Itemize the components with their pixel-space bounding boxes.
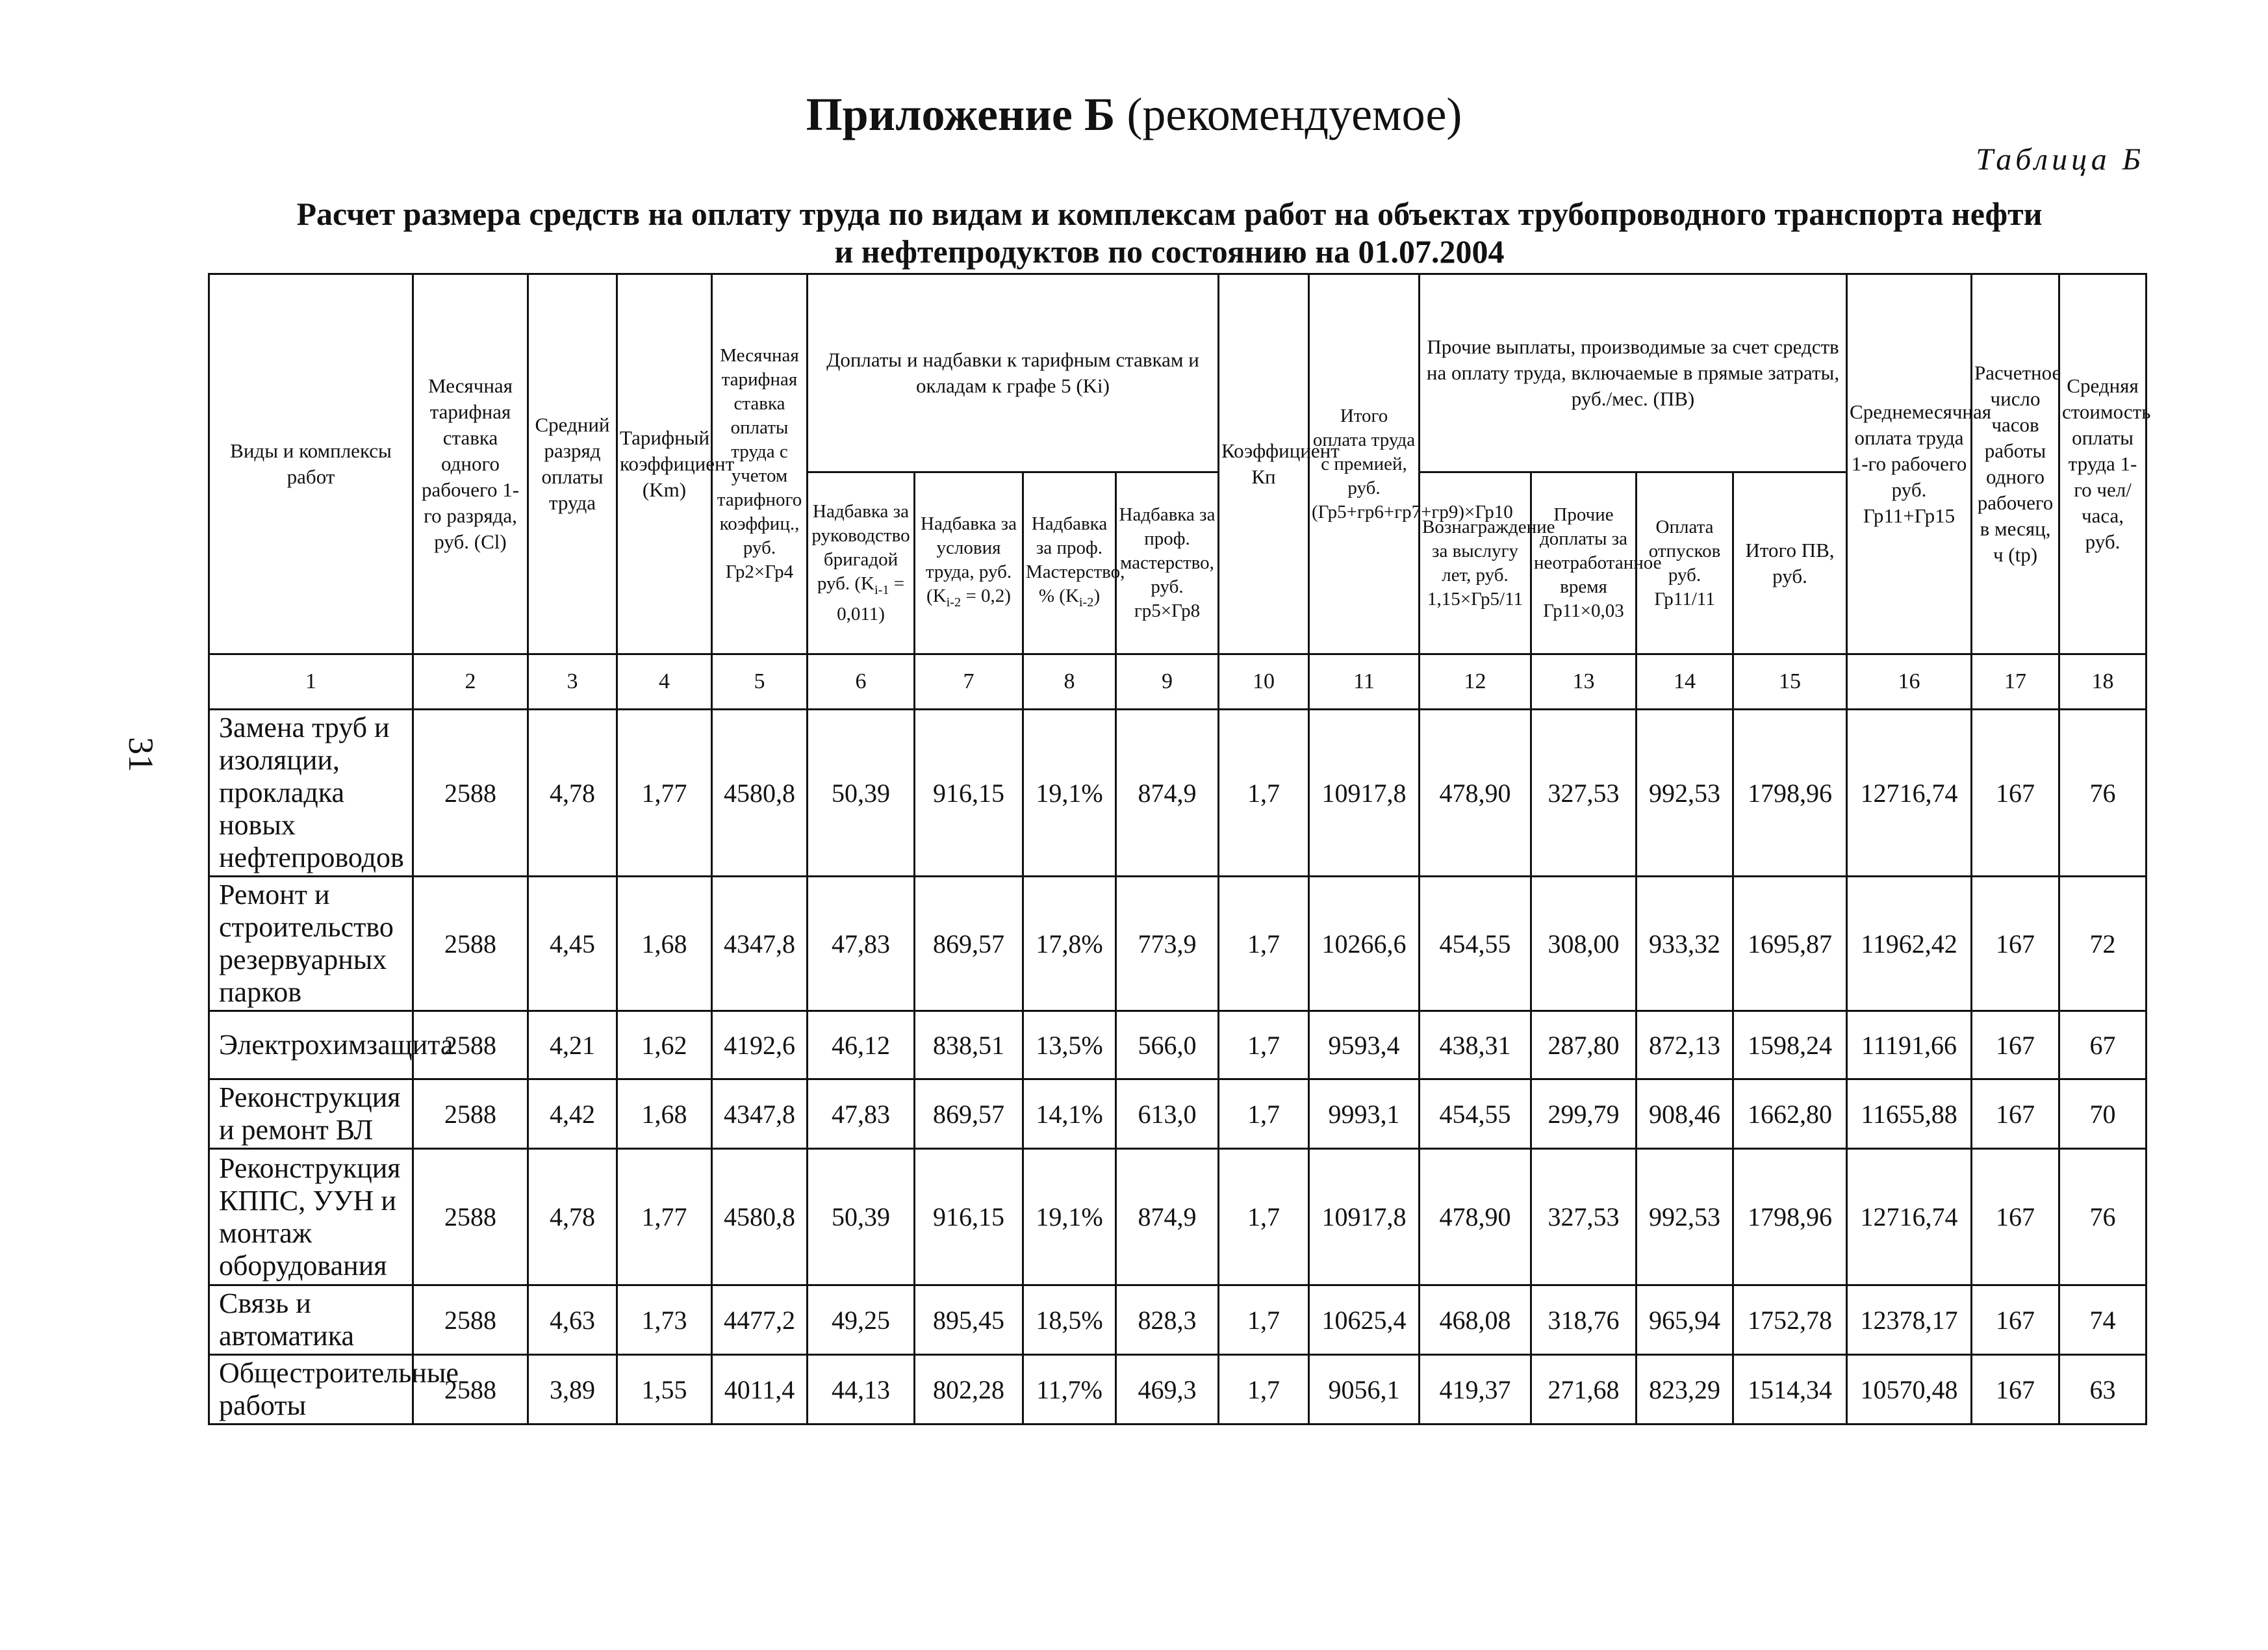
cell-value: 2588: [413, 877, 528, 1011]
column-number: 5: [712, 654, 808, 710]
cell-value: 46,12: [808, 1011, 915, 1079]
cell-value: 327,53: [1531, 1149, 1637, 1285]
table-caption: [260, 195, 2079, 270]
cell-value: 4347,8: [712, 877, 808, 1011]
cell-value: 12716,74: [1847, 1149, 1972, 1285]
cell-value: 869,57: [915, 1079, 1023, 1149]
cell-value: 4,63: [528, 1285, 617, 1355]
cell-value: 478,90: [1420, 710, 1531, 877]
cell-value: 12716,74: [1847, 710, 1972, 877]
cell-value: 1,7: [1219, 1285, 1309, 1355]
column-number: 17: [1972, 654, 2059, 710]
cell-value: 874,9: [1116, 1149, 1219, 1285]
cell-value: 4347,8: [712, 1079, 808, 1149]
cell-value: 4192,6: [712, 1011, 808, 1079]
cell-value: 74: [2059, 1285, 2147, 1355]
cell-value: 76: [2059, 1149, 2147, 1285]
column-number: 12: [1420, 654, 1531, 710]
cell-value: 10917,8: [1309, 1149, 1420, 1285]
cell-value: 613,0: [1116, 1079, 1219, 1149]
cell-value: 287,80: [1531, 1011, 1637, 1079]
header-vacation-pay: Оплата отпусков руб. Гр11/11: [1637, 472, 1733, 654]
header-work-hours-per-month: Расчетное число часов работы одного рабочего в месяц, ч (tp): [1972, 274, 2059, 654]
table-caption-line1: Расчет размера средств на оплату труда по видам и комплексам работ на объектах трубопроводного транспорта нефти: [296, 196, 2043, 232]
cell-value: 44,13: [808, 1355, 915, 1424]
cell-value: 167: [1972, 1079, 2059, 1149]
appendix-title: [0, 88, 2268, 142]
column-number: 3: [528, 654, 617, 710]
cell-value: 992,53: [1637, 710, 1733, 877]
cell-value: 4,42: [528, 1079, 617, 1149]
cell-value: 76: [2059, 710, 2147, 877]
cell-value: 2588: [413, 1355, 528, 1424]
cell-value: 50,39: [808, 710, 915, 877]
cell-value: 4011,4: [712, 1355, 808, 1424]
cell-value: 469,3: [1116, 1355, 1219, 1424]
cell-value: 1,7: [1219, 1355, 1309, 1424]
cell-value: 14,1%: [1023, 1079, 1116, 1149]
cell-value: 908,46: [1637, 1079, 1733, 1149]
cell-value: 823,29: [1637, 1355, 1733, 1424]
appendix-title-main: Приложение Б: [806, 88, 1115, 140]
cell-value: 47,83: [808, 877, 915, 1011]
cell-value: 4477,2: [712, 1285, 808, 1355]
cell-value: 4,21: [528, 1011, 617, 1079]
column-number: 10: [1219, 654, 1309, 710]
cell-value: 478,90: [1420, 1149, 1531, 1285]
column-number-row: [209, 654, 2147, 710]
cell-value: 13,5%: [1023, 1011, 1116, 1079]
cell-value: 1,62: [617, 1011, 712, 1079]
cell-value: 271,68: [1531, 1355, 1637, 1424]
cell-value: 49,25: [808, 1285, 915, 1355]
cell-value: 1,77: [617, 1149, 712, 1285]
cell-value: 1,7: [1219, 1079, 1309, 1149]
cell-value: 454,55: [1420, 1079, 1531, 1149]
cell-value: 10266,6: [1309, 877, 1420, 1011]
table-row: [209, 1079, 2147, 1149]
cell-value: 1,77: [617, 710, 712, 877]
work-type-name: Реконструкция и ремонт ВЛ: [209, 1079, 413, 1149]
cell-value: 9593,4: [1309, 1011, 1420, 1079]
header-brigade-leader-allowance: Надбавка за руководство бригадой руб. $(K_{i-1} = 0,011)$: [808, 472, 915, 654]
cell-value: 1695,87: [1733, 877, 1847, 1011]
cell-value: 4580,8: [712, 1149, 808, 1285]
cell-value: 11,7%: [1023, 1355, 1116, 1424]
work-type-name: Связь и автоматика: [209, 1285, 413, 1355]
column-number: 15: [1733, 654, 1847, 710]
cell-value: 2588: [413, 1285, 528, 1355]
column-number: 9: [1116, 654, 1219, 710]
appendix-title-note: (рекомендуемое): [1115, 88, 1462, 140]
column-number: 13: [1531, 654, 1637, 710]
cell-value: 47,83: [808, 1079, 915, 1149]
cell-value: 1,68: [617, 877, 712, 1011]
wage-calculation-table: [208, 273, 2151, 1425]
cell-value: 2588: [413, 710, 528, 877]
table-row: [209, 1149, 2147, 1285]
cell-value: 874,9: [1116, 710, 1219, 877]
table-row: [209, 1285, 2147, 1355]
cell-value: 4,45: [528, 877, 617, 1011]
cell-value: 773,9: [1116, 877, 1219, 1011]
cell-value: 1798,96: [1733, 1149, 1847, 1285]
header-average-grade: Средний разряд оплаты труда: [528, 274, 617, 654]
table-row: [209, 1011, 2147, 1079]
cell-value: 1514,34: [1733, 1355, 1847, 1424]
cell-value: 167: [1972, 877, 2059, 1011]
cell-value: 454,55: [1420, 877, 1531, 1011]
table-caption-line2: и нефтепродуктов по состоянию на 01.07.2004: [834, 233, 1505, 270]
cell-value: 3,89: [528, 1355, 617, 1424]
cell-value: 965,94: [1637, 1285, 1733, 1355]
cell-value: 1,68: [617, 1079, 712, 1149]
cell-value: 67: [2059, 1011, 2147, 1079]
header-total-pay-with-bonus: Итого оплата труда с премией, руб. (Гр5+гр6+гр7+гр9)×Гр10: [1309, 274, 1420, 654]
cell-value: 12378,17: [1847, 1285, 1972, 1355]
cell-value: 916,15: [915, 1149, 1023, 1285]
cell-value: 50,39: [808, 1149, 915, 1285]
work-type-name: Общестроительные работы: [209, 1355, 413, 1424]
cell-value: 1598,24: [1733, 1011, 1847, 1079]
header-tariff-coefficient: Тарифный коэффициент (Km): [617, 274, 712, 654]
cell-value: 167: [1972, 1285, 2059, 1355]
cell-value: 4580,8: [712, 710, 808, 877]
header-group-other-payments: Прочие выплаты, производимые за счет средств на оплату труда, включаемые в прямые затраты, руб./мес. (ПВ): [1420, 274, 1847, 472]
cell-value: 1,7: [1219, 710, 1309, 877]
cell-value: 70: [2059, 1079, 2147, 1149]
column-number: 18: [2059, 654, 2147, 710]
column-number: 16: [1847, 654, 1972, 710]
cell-value: 1,55: [617, 1355, 712, 1424]
header-seniority-reward: Вознаграждение за выслугу лет, руб. 1,15×Гр5/11: [1420, 472, 1531, 654]
cell-value: 9993,1: [1309, 1079, 1420, 1149]
cell-value: 10625,4: [1309, 1285, 1420, 1355]
cell-value: 468,08: [1420, 1285, 1531, 1355]
cell-value: 299,79: [1531, 1079, 1637, 1149]
work-type-name: Реконструкция КППС, УУН и монтаж оборудования: [209, 1149, 413, 1285]
table-row: [209, 710, 2147, 877]
cell-value: 1798,96: [1733, 710, 1847, 877]
cell-value: 1662,80: [1733, 1079, 1847, 1149]
column-number: 7: [915, 654, 1023, 710]
header-other-surcharges: Прочие доплаты за неотработанное время Гр11×0,03: [1531, 472, 1637, 654]
column-number: 11: [1309, 654, 1420, 710]
header-skill-allowance-rub: Надбавка за проф. мастерство, руб. гр5×Гр8: [1116, 472, 1219, 654]
table-label: Таблица Б: [1976, 142, 2145, 177]
column-number: 14: [1637, 654, 1733, 710]
cell-value: 167: [1972, 1011, 2059, 1079]
cell-value: 566,0: [1116, 1011, 1219, 1079]
column-number: 2: [413, 654, 528, 710]
cell-value: 895,45: [915, 1285, 1023, 1355]
column-number: 1: [209, 654, 413, 710]
cell-value: 11962,42: [1847, 877, 1972, 1011]
header-skill-allowance-percent: Надбавка за проф. Мастерство, % $(K_{i-2})$: [1023, 472, 1116, 654]
cell-value: 11191,66: [1847, 1011, 1972, 1079]
cell-value: 9056,1: [1309, 1355, 1420, 1424]
cell-value: 2588: [413, 1011, 528, 1079]
cell-value: 838,51: [915, 1011, 1023, 1079]
cell-value: 1,7: [1219, 1011, 1309, 1079]
cell-value: 10570,48: [1847, 1355, 1972, 1424]
header-coefficient-kp: Коэффициент Кп: [1219, 274, 1309, 654]
table-row: [209, 1355, 2147, 1424]
cell-value: 4,78: [528, 1149, 617, 1285]
cell-value: 828,3: [1116, 1285, 1219, 1355]
cell-value: 1,7: [1219, 1149, 1309, 1285]
cell-value: 19,1%: [1023, 710, 1116, 877]
cell-value: 916,15: [915, 710, 1023, 877]
column-number: 8: [1023, 654, 1116, 710]
cell-value: 992,53: [1637, 1149, 1733, 1285]
work-type-name: Замена труб и изоляции, прокладка новых нефтепроводов: [209, 710, 413, 877]
cell-value: 18,5%: [1023, 1285, 1116, 1355]
cell-value: 72: [2059, 877, 2147, 1011]
cell-value: 167: [1972, 710, 2059, 877]
cell-value: 1,73: [617, 1285, 712, 1355]
cell-value: 419,37: [1420, 1355, 1531, 1424]
cell-value: 438,31: [1420, 1011, 1531, 1079]
header-monthly-rate-with-coefficient: Месячная тарифная ставка оплаты труда с учетом тарифного коэффиц., руб. Гр2×Гр4: [712, 274, 808, 654]
cell-value: 327,53: [1531, 710, 1637, 877]
header-group-allowances: Доплаты и надбавки к тарифным ставкам и окладам к графе 5 (Ki): [808, 274, 1219, 472]
cell-value: 1,7: [1219, 877, 1309, 1011]
cell-value: 872,13: [1637, 1011, 1733, 1079]
cell-value: 1752,78: [1733, 1285, 1847, 1355]
header-total-pv: Итого ПВ, руб.: [1733, 472, 1847, 654]
cell-value: 19,1%: [1023, 1149, 1116, 1285]
table-row: [209, 877, 2147, 1011]
header-working-conditions-allowance: Надбавка за условия труда, руб. $(K_{i-2} = 0,2)$: [915, 472, 1023, 654]
cell-value: 4,78: [528, 710, 617, 877]
cell-value: 63: [2059, 1355, 2147, 1424]
column-number: 6: [808, 654, 915, 710]
cell-value: 11655,88: [1847, 1079, 1972, 1149]
header-work-types: Виды и комплексы работ: [209, 274, 413, 654]
cell-value: 10917,8: [1309, 710, 1420, 877]
cell-value: 17,8%: [1023, 877, 1116, 1011]
cell-value: 2588: [413, 1079, 528, 1149]
header-average-monthly-pay: Среднемесячная оплата труда 1-го рабочего руб. Гр11+Гр15: [1847, 274, 1972, 654]
cell-value: 2588: [413, 1149, 528, 1285]
work-type-name: Ремонт и строительство резервуарных парков: [209, 877, 413, 1011]
cell-value: 308,00: [1531, 877, 1637, 1011]
cell-value: 802,28: [915, 1355, 1023, 1424]
cell-value: 167: [1972, 1149, 2059, 1285]
cell-value: 869,57: [915, 877, 1023, 1011]
column-number: 4: [617, 654, 712, 710]
cell-value: 167: [1972, 1355, 2059, 1424]
cell-value: 933,32: [1637, 877, 1733, 1011]
header-monthly-rate-1st-grade: Месячная тарифная ставка одного рабочего 1-го разряда, руб. (Cl): [413, 274, 528, 654]
cell-value: 318,76: [1531, 1285, 1637, 1355]
header-avg-cost-per-hour: Средняя стоимость оплаты труда 1-го чел/часа, руб.: [2059, 274, 2147, 654]
work-type-name: Электрохимзащита: [209, 1011, 413, 1079]
page-number: 31: [121, 737, 160, 772]
